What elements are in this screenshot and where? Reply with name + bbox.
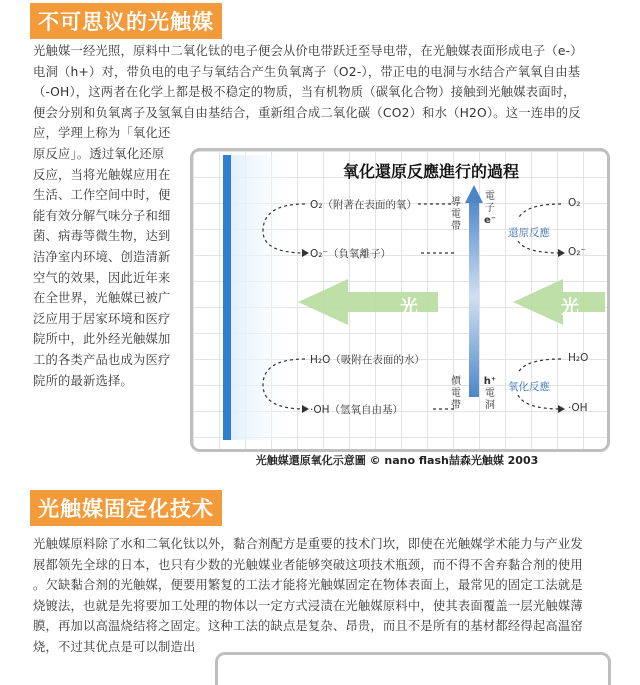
text-line: 生活、工作空间中时，便 <box>33 188 171 203</box>
arrowhead <box>302 249 309 257</box>
valence-band-label: 價 電 帶 <box>451 376 461 411</box>
text-line: 烧镀法，也就是先将要加工处理的物体以一定方式浸渍在光触媒原料中，使其表面覆盖一层光触媒薄 <box>33 598 583 613</box>
oh-right-label: ·OH <box>568 402 588 414</box>
band-arrow-head <box>465 185 483 203</box>
redox-diagram <box>190 148 610 452</box>
text-line: 院所的最新选择。 <box>33 373 133 388</box>
arrowhead <box>302 405 309 413</box>
light-arrow-right <box>513 279 605 325</box>
surface-shading <box>229 155 299 440</box>
o2-right-label: O₂ <box>568 197 581 209</box>
text-line: 菌、病毒等微生物，达到 <box>33 229 171 244</box>
surface-plate <box>223 155 231 440</box>
text-line: 光触媒一经光照，原料中二氧化钛的电子便会从价电带跃迁至导电带，在光触媒表面形成电子（e-） <box>33 44 583 58</box>
arrowhead <box>558 405 565 413</box>
o2-label: O₂（附著在表面的氧） <box>310 199 417 211</box>
text-line: 反应，当将光触媒应用在 <box>33 167 171 182</box>
text-line: 在全世界，光触媒已被广 <box>33 291 171 306</box>
text-line: 能有效分解气味分子和细 <box>33 208 171 223</box>
text-line: 展都领先全球的日本，也只有少数的光触媒业者能够突破这项技术瓶颈，而不得不舍弃黏合剂的使用 <box>33 557 583 572</box>
band-arrow-shaft <box>469 197 479 397</box>
o2-minus-right-label: O₂⁻ <box>568 246 587 258</box>
next-diagram-frame <box>215 652 611 685</box>
text-line: 空气的效果，因此近年来 <box>33 270 171 285</box>
arrowhead <box>558 249 565 257</box>
text-line: 烧，不过其优点是可以制造出 <box>33 639 196 654</box>
oxidation-label: 氧化反應 <box>508 381 550 393</box>
text-line: 泛应用于居家环境和医疗 <box>33 311 171 326</box>
conduction-band-label: 導 電 帶 <box>451 197 461 232</box>
text-line: 光触媒原料除了水和二氧化钛以外，黏合剂配方是重要的技术门坎，即使在光触媒学术能力与产业发 <box>33 537 583 551</box>
section-heading-photocatalyst: 不可思议的光触媒 <box>30 3 222 39</box>
immobilization-paragraph <box>33 534 613 658</box>
electron-label: 電 子 e⁻ <box>483 191 497 226</box>
text-line: 膜，再加以高温烧结将之固定。这种工法的缺点是复杂、昂贵，而且不是所有的基材都经得起高温窑 <box>33 619 583 634</box>
h2o-label: H₂O（吸附在表面的水） <box>310 354 425 366</box>
oh-label: ·OH（氫氧自由基） <box>310 404 403 416</box>
text-line: 应，学理上称为「氧化还 <box>33 126 171 141</box>
text-line: （-OH），这两者在化学上都是极不稳定的物质，当有机物质（碳氧化合物）接触到光触媒表面时， <box>33 85 576 100</box>
oxidation-curve-right <box>518 359 561 373</box>
reduction-curve-right <box>518 241 561 253</box>
text-line: 院所中，此外经光触媒加 <box>33 332 171 347</box>
text-line: 原反应」。透过氧化还原 <box>33 147 165 161</box>
o2-minus-label: O₂⁻（負氧離子） <box>310 248 392 260</box>
diagram-caption: 光触媒還原氧化示意圖 © nano flash喆森光触媒 2003 <box>255 454 539 467</box>
section-heading-immobilization: 光触媒固定化技术 <box>30 490 222 526</box>
reduction-curve-right <box>518 204 561 219</box>
side-paragraph <box>33 144 185 391</box>
light-label-left: 光 <box>400 297 418 318</box>
intro-paragraph <box>33 41 613 144</box>
text-line: 电洞（h+）对，带负电的电子与氧结合产生负氧离子（O2-），带正电的电洞与水结合产氧氧自由基 <box>33 64 581 79</box>
oxidation-curve-right <box>518 395 561 409</box>
h2o-right-label: H₂O <box>568 352 589 364</box>
diagram-title: 氧化還原反應進行的過程 <box>343 162 520 181</box>
light-label-right: 光 <box>561 297 579 318</box>
reduction-label: 還原反應 <box>508 227 550 239</box>
text-line: 便会分别和负氧离子及氢氧自由基结合，重新组合成二氧化碳（CO2）和水（H2O）。这一连串的反 <box>33 105 581 120</box>
hole-label: h⁺ 電 洞 <box>483 376 497 411</box>
text-line: 洁净室内环境、创造清新 <box>33 249 171 264</box>
text-line: 。欠缺黏合剂的光触媒，便要用繁复的工法才能将光触媒固定在物体表面上，最常见的固定工法就是 <box>33 578 583 593</box>
text-line: 工的各类产品也成为医疗 <box>33 352 171 367</box>
